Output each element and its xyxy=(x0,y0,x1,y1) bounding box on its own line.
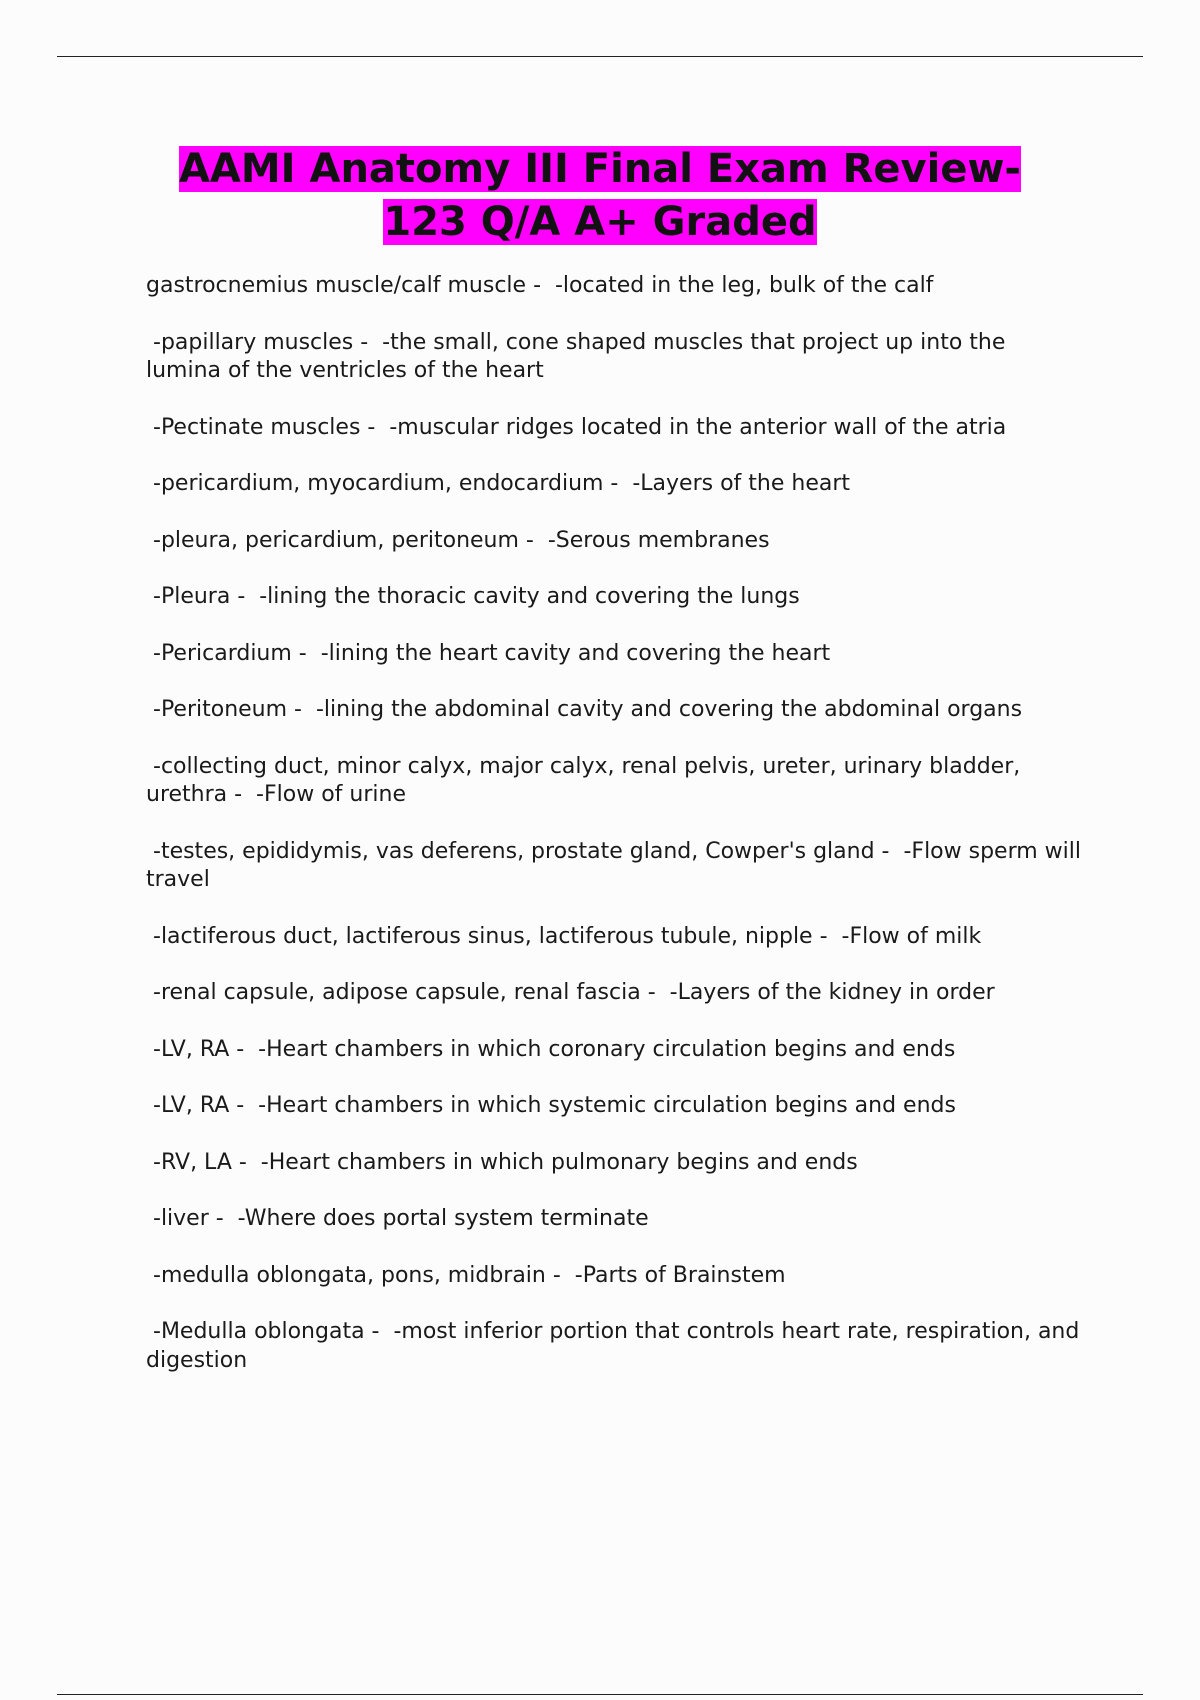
qa-item: -testes, epididymis, vas deferens, prostate gland, Cowper's gland - -Flow sperm will travel xyxy=(146,838,1088,892)
qa-item: -medulla oblongata, pons, midbrain - -Parts of Brainstem xyxy=(146,1262,786,1288)
qa-item: -LV, RA - -Heart chambers in which systemic circulation begins and ends xyxy=(146,1093,956,1118)
qa-item: gastrocnemius muscle/calf muscle - -located in the leg, bulk of the calf xyxy=(146,273,934,298)
qa-item: -lactiferous duct, lactiferous sinus, lactiferous tubule, nipple - -Flow of milk xyxy=(146,923,982,949)
qa-item: -liver - -Where does portal system terminate xyxy=(146,1206,649,1231)
qa-item: -pleura, pericardium, peritoneum - -Serous membranes xyxy=(146,527,770,553)
qa-item: -Pericardium - -lining the heart cavity and covering the heart xyxy=(146,640,831,666)
bottom-divider xyxy=(57,1694,1143,1695)
title-line-2: 123 Q/A A+ Graded xyxy=(383,199,817,245)
top-divider xyxy=(57,56,1143,57)
qa-item: -Medulla oblongata - -most inferior portion that controls heart rate, respiration, and digestion xyxy=(146,1319,1087,1373)
qa-item: -Peritoneum - -lining the abdominal cavity and covering the abdominal organs xyxy=(146,697,1023,722)
qa-item: -LV, RA - -Heart chambers in which coronary circulation begins and ends xyxy=(146,1036,956,1062)
qa-item: -papillary muscles - -the small, cone shaped muscles that project up into the lumina of the ventricles of the heart xyxy=(146,329,1013,383)
document-title xyxy=(0,143,1200,249)
qa-list xyxy=(146,272,1086,1403)
qa-item: -RV, LA - -Heart chambers in which pulmonary begins and ends xyxy=(146,1149,858,1175)
qa-item: -Pleura - -lining the thoracic cavity and covering the lungs xyxy=(146,584,800,609)
qa-item: -renal capsule, adipose capsule, renal fascia - -Layers of the kidney in order xyxy=(146,980,995,1005)
qa-item: -Pectinate muscles - -muscular ridges located in the anterior wall of the atria xyxy=(146,414,1007,440)
qa-item: -collecting duct, minor calyx, major calyx, renal pelvis, ureter, urinary bladder, urethra - -Flow of urine xyxy=(146,753,1028,807)
title-line-1: AAMI Anatomy III Final Exam Review- xyxy=(178,146,1022,192)
qa-item: -pericardium, myocardium, endocardium - -Layers of the heart xyxy=(146,471,851,496)
